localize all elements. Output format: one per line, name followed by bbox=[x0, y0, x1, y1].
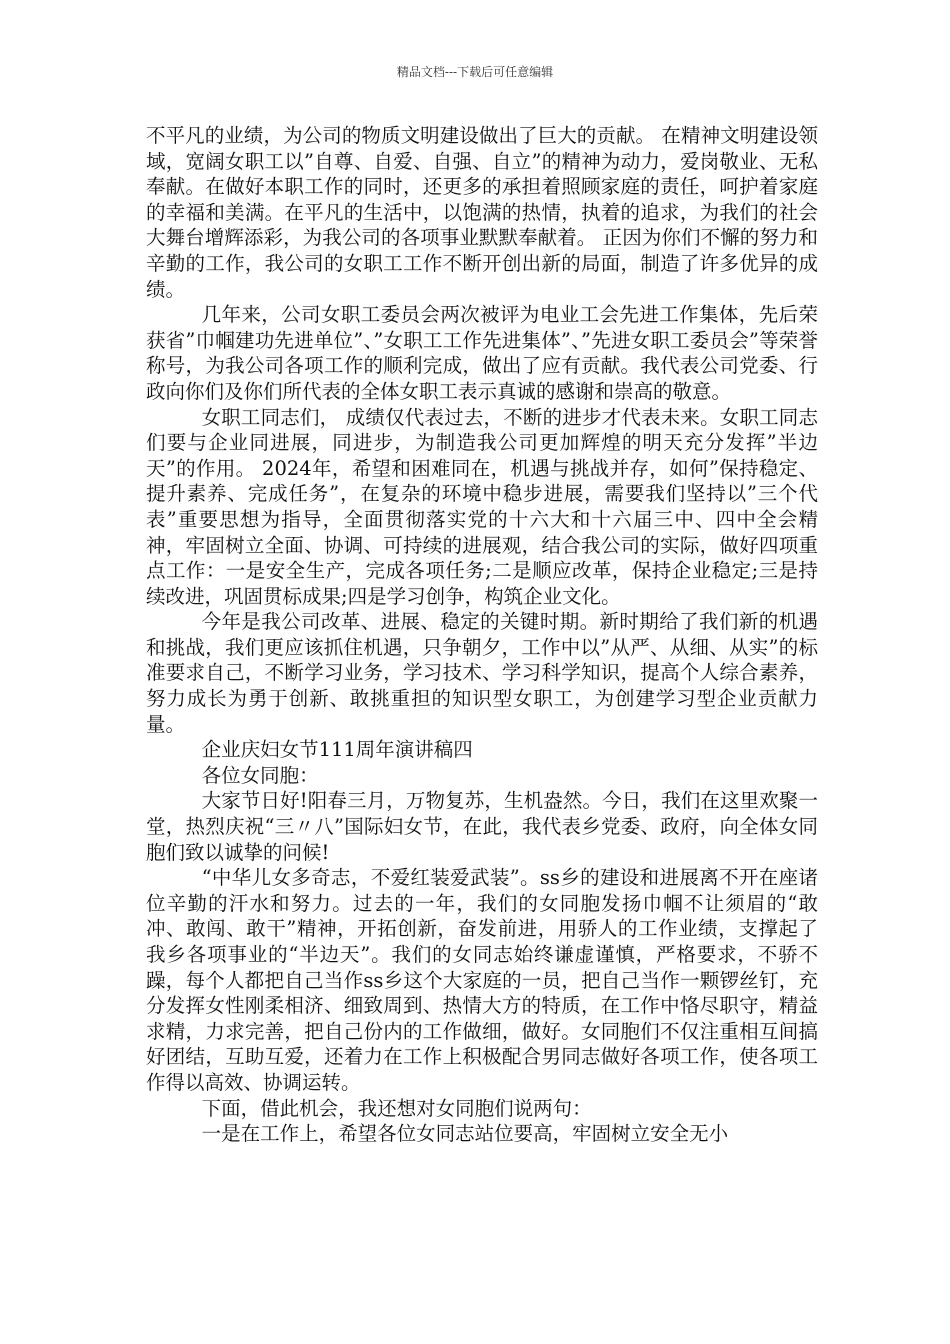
paragraph-7: 大家节日好!阳春三月，万物复苏，生机盎然。今日，我们在这里欢聚一堂，热烈庆祝“三〃八”国际妇女节，在此，我代表乡党委、政府，向全体女同胞们致以诚挚的问候! bbox=[146, 789, 818, 864]
paragraph-4: 今年是我公司改革、进展、稳定的关键时期。新时期给了我们新的机遇和挑战，我们更应该抓住机遇，只争朝夕，工作中以”从严、从细、从实”的标准要求自己，不断学习业务，学习技术、学习科学知识，提高个人综合素养，努力成长为勇于创新、敢挑重担的知识型女职工，为创建学习型企业贡献力量。 bbox=[146, 610, 818, 736]
paragraph-2: 几年来，公司女职工委员会两次被评为电业工会先进工作集体，先后荣获省”巾帼建功先进单位”、”女职工工作先进集体”、”先进女职工委员会”等荣誉称号，为我公司各项工作的顺利完成，做出了应有贡献。我代表公司党委、行政向你们及你们所代表的全体女职工表示真诚的感谢和崇高的敬意。 bbox=[146, 303, 818, 403]
paragraph-9: 下面，借此机会，我还想对女同胞们说两句： bbox=[201, 1096, 592, 1120]
paragraph-1: 不平凡的业绩，为公司的物质文明建设做出了巨大的贡献。 在精神文明建设领域，宽阔女职工以”自尊、自爱、自强、自立”的精神为动力，爱岗敬业、无私奉献。在做好本职工作的同时，还更多的承担着照顾家庭的责任，呵护着家庭的幸福和美满。在平凡的生活中，以饱满的热情，执着的追求，为我们的社会大舞台增辉添彩，为我公司的各项事业默默奉献着。 正因为你们不懈的努力和辛勤的工作，我公司的女职工工作不断开创出新的局面，制造了许多优异的成绩。 bbox=[146, 124, 818, 301]
paragraph-3: 女职工同志们， 成绩仅代表过去，不断的进步才代表未来。女职工同志们要与企业同进展，同进步，为制造我公司更加辉煌的明天充分发挥”半边天”的作用。 2024年，希望和困难同在，机遇与挑战并存，如何”保持稳定、提升素养、完成任务”，在复杂的环境中稳步进展，需要我们坚持以”三个代表”重要思想为指导，全面贯彻落实党的十六大和十六届三中、四中全会精神，牢固树立全面、协调、可持续的进展观，结合我公司的实际，做好四项重点工作：一是安全生产，完成各项任务;二是顺应改革，保持企业稳定;三是持续改进，巩固贯标成果;四是学习创争，构筑企业文化。 bbox=[146, 405, 818, 608]
paragraph-8: “中华儿女多奇志，不爱红装爱武装”。ss乡的建设和进展离不开在座诸位辛勤的汗水和努力。过去的一年，我们的女同胞发扬巾帼不让须眉的“敢冲、敢闯、敢干”精神，开拓创新，奋发前进，用骄人的工作业绩，支撑起了我乡各项事业的“半边天”。我们的女同志始终谦虚谨慎，严格要求，不骄不躁，每个人都把自己当作ss乡这个大家庭的一员，把自己当作一颗锣丝钉，充分发挥女性刚柔相济、细致周到、热情大方的特质，在工作中恪尽职守，精益求精，力求完善，把自己份内的工作做细，做好。女同胞们不仅注重相互间搞好团结，互助互爱，还着力在工作上积极配合男同志做好各项工作，使各项工作得以高效、协调运转。 bbox=[146, 866, 818, 1094]
salutation: 各位女同胞： bbox=[201, 763, 319, 787]
section-title: 企业庆妇女节111周年演讲稿四 bbox=[201, 738, 473, 762]
page-header: 精品文档---下载后可任意编辑 bbox=[396, 65, 554, 79]
document-body bbox=[146, 123, 818, 1147]
paragraph-10: 一是在工作上，希望各位女同志站位要高，牢固树立安全无小 bbox=[201, 1122, 729, 1146]
